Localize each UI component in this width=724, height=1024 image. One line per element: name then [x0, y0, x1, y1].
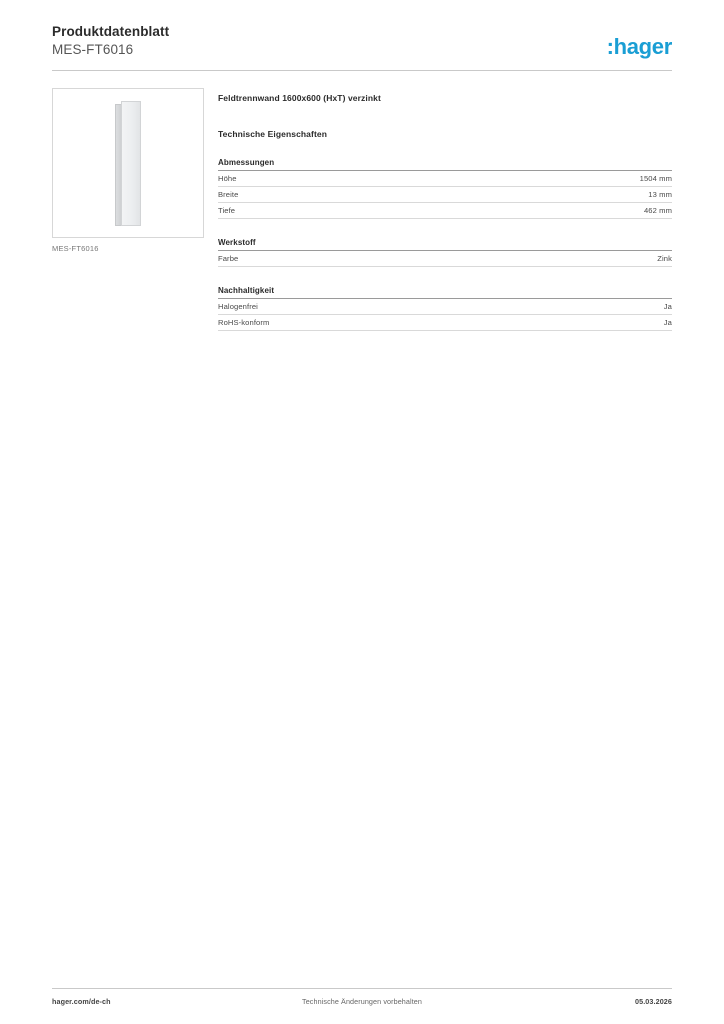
footer-disclaimer: Technische Änderungen vorbehalten	[302, 997, 422, 1006]
spec-value: 1504 mm	[639, 174, 672, 183]
spec-label: Farbe	[218, 254, 239, 263]
page-title: Produktdatenblatt	[52, 24, 170, 39]
header-title-block	[52, 24, 169, 58]
spec-label: Breite	[218, 190, 239, 199]
product-name: Feldtrennwand 1600x600 (HxT) verzinkt	[218, 93, 381, 103]
page-header	[52, 24, 672, 68]
page-footer	[52, 997, 672, 1011]
spec-group-sustainability	[218, 286, 672, 331]
spec-label: Halogenfrei	[218, 302, 258, 311]
spec-label: RoHS-konform	[218, 318, 270, 327]
spec-row	[218, 187, 672, 203]
spec-group-material	[218, 238, 672, 267]
spec-group-title: Abmessungen	[218, 158, 672, 171]
product-panel-illustration	[115, 101, 141, 226]
page-subtitle: MES-FT6016	[52, 42, 134, 57]
section-title-technical-properties: Technische Eigenschaften	[218, 129, 327, 139]
spec-value: Ja	[663, 302, 672, 311]
footer-date: 05.03.2026	[635, 997, 672, 1006]
hager-logo: :hager	[606, 34, 672, 59]
spec-row	[218, 299, 672, 315]
spec-value: Zink	[657, 254, 672, 263]
header-divider	[52, 70, 672, 71]
spec-group-dimensions	[218, 158, 672, 219]
spec-value: 13 mm	[648, 190, 672, 199]
spec-group-title: Werkstoff	[218, 238, 672, 251]
spec-value: Ja	[663, 318, 672, 327]
spec-label: Höhe	[218, 174, 237, 183]
spec-row	[218, 171, 672, 187]
spec-value: 462 mm	[643, 206, 672, 215]
spec-group-title: Nachhaltigkeit	[218, 286, 672, 299]
spec-row	[218, 315, 672, 331]
spec-row	[218, 251, 672, 267]
spec-label: Tiefe	[218, 206, 236, 215]
panel-face	[121, 101, 141, 226]
product-image	[52, 88, 204, 238]
product-image-caption: MES-FT6016	[52, 244, 99, 253]
product-details	[218, 93, 672, 331]
spec-row	[218, 203, 672, 219]
footer-divider	[52, 988, 672, 989]
footer-website-link[interactable]: hager.com/de-ch	[52, 997, 111, 1006]
